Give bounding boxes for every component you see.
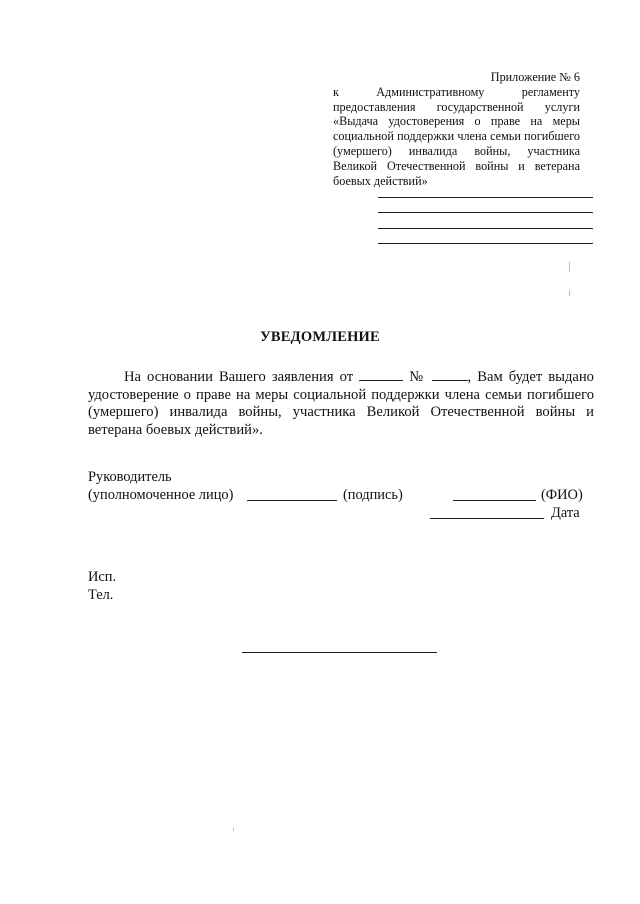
notice-title: УВЕДОМЛЕНИЕ bbox=[260, 329, 380, 345]
name-line bbox=[453, 500, 536, 501]
number-blank bbox=[432, 366, 468, 381]
address-line-3 bbox=[378, 228, 593, 229]
phone-label: Тел. bbox=[88, 587, 114, 603]
date-label: Дата bbox=[551, 505, 580, 521]
appendix-title: Приложение № 6 bbox=[490, 70, 580, 84]
date-blank bbox=[359, 366, 403, 381]
scan-mark bbox=[569, 290, 570, 296]
notice-paragraph bbox=[88, 366, 594, 439]
number-sign: № bbox=[409, 369, 426, 385]
signature-line bbox=[247, 500, 337, 501]
signature-label: (подпись) bbox=[343, 487, 403, 503]
notice-text-1: На основании Вашего заявления от bbox=[124, 369, 354, 385]
scan-mark bbox=[233, 828, 234, 831]
notice-text-2: , Вам будет выдано удостоверение о праве на меры социальной поддержки члена семьи погибшего (умершего) инвалида войны, участника Великой Отечественной войны и ветерана боевых действий». bbox=[88, 369, 594, 438]
address-line-2 bbox=[378, 212, 593, 213]
scan-mark bbox=[569, 262, 570, 272]
address-line-1 bbox=[378, 197, 593, 198]
date-line bbox=[430, 518, 544, 519]
appendix-body: к Административному регламенту предоставления государственной услуги «Выдача удостоверения о праве на меры социальной поддержки члена семьи погибшего (умершего) инвалида войны, участника Великой Отечественной войны и ветерана боевых действий» bbox=[333, 84, 580, 188]
footer-separator bbox=[242, 652, 437, 653]
appendix-block bbox=[333, 70, 580, 188]
head-label: Руководитель bbox=[88, 469, 172, 485]
executor-label: Исп. bbox=[88, 569, 117, 585]
name-label: (ФИО) bbox=[541, 487, 583, 503]
authorized-label: (уполномоченное лицо) bbox=[88, 487, 234, 503]
address-line-4 bbox=[378, 243, 593, 244]
